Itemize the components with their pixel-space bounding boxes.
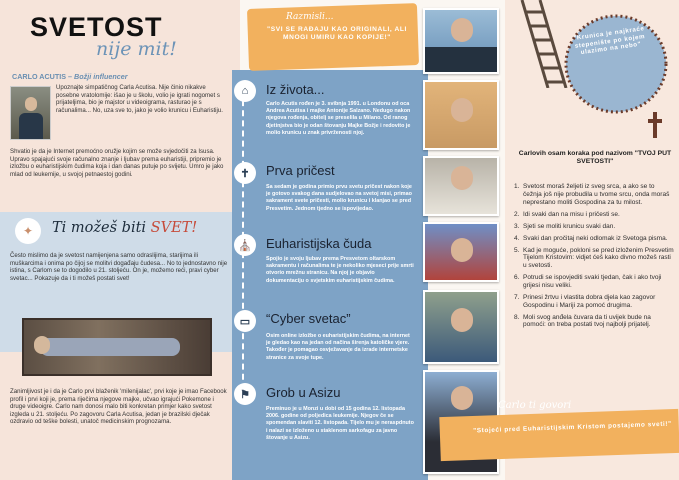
section-title-grob: Grob u Asizu	[266, 385, 341, 400]
section-text-pricest: Sa sedam je godina primio prvu svetu pričest nakon koje je gotovo svakog dana sudjelovao na svetoj misi, primao sakrament svete pričesti, molio krunicu i klanjao se pred Presvetim. Jednom tjedno se ispovijedao.	[266, 184, 412, 212]
laptop-icon: ▭	[234, 310, 256, 332]
list-item: 8. Moli svog anđela čuvara da ti uvijek bude na pomoći: on treba postati tvoj najbolji prijatelj.	[514, 313, 651, 329]
section-title-cyber: “Cyber svetac”	[266, 311, 351, 326]
carlo-portrait-photo	[10, 86, 51, 140]
photo-carlo-child	[423, 80, 499, 150]
steps-title: Carlovih osam koraka pod nazivom "TVOJ PUT SVETOSTI"	[518, 150, 672, 166]
tomb-photo	[22, 318, 212, 376]
photo-carlo-teen	[423, 290, 499, 364]
section-text-grob: Preminuo je u Monzi u dobi od 15 godina 12. listopada 2006. godine od poljedica leukemije. Njegov če se spomendan slaviti 12. listopada. Tijelo mu je neraspdnuto i nalazi se izloženo u staklenom sarkofagu za javno štovanje u Asizu.	[266, 406, 414, 441]
rosary-quote: "Krunica je najkraće stepenište po kojem ulazimo na nebo"	[572, 25, 646, 57]
razmisli-title: Razmisli...	[286, 12, 334, 22]
page-subtitle: nije mit!	[96, 38, 177, 60]
photo-carlo-smiling	[423, 8, 499, 74]
cross-icon	[648, 112, 662, 138]
intro-paragraph: Upoznajte simpatičnog Carla Acutisa. Nije činio nikakve posebne vratolomije: išao je u školu, volio je igrati nogomet s prijateljima, bio je majstor u videoigrama, rasturao je s računalima... No, uza sve to, jako je volio krunicu i Euharistiju.	[56, 84, 223, 114]
section-title-pricest: Prva pričest	[266, 163, 335, 178]
list-item: 2. Idi svaki dan na misu i pričesti se.	[514, 210, 620, 218]
ti-mozes-heading: Ti možeš biti SVET!	[52, 220, 198, 236]
section-text-zivot: Carlo Acutis rođen je 3. svibnja 1991. u Londonu od oca Andrea Acutisa i majke Antonije Salzano. Nedugo nakon njegova rođenja, obitelj se preselila u Milano. Od ranog djetinjstva bio je odan štovanju Majke Božje i redovito je molio krunicu u znak privrženosti njoj.	[266, 101, 411, 136]
photo-carlo-toddler	[423, 222, 499, 282]
section-title-euharistija: Euharistijska čuda	[266, 236, 372, 251]
carlo-says-title: Carlo ti govori	[498, 400, 572, 411]
holiness-paragraph: Često mislimo da je svetost namijenjena samo odraslijima, starijima ili muškarcima i onima po čijoj se molitvi događaju čudesa... No to jednostavno nije istina, s Carlom se to dogodilo u 21. stoljeću. On je, možemo reći, pravi cyber svetac... Pokazuje da i ti možeš postati svet!	[10, 252, 228, 282]
list-item: 5. Kad je moguće, pokloni se pred izloženim Presvetim Tijelom Kristovim: vidjet ćeš kako divno možeš rasti u svetosti.	[514, 246, 674, 270]
carlo-quote: "Stojeći pred Euharistijskim Kristom postajemo sveti!"	[473, 420, 672, 435]
list-item: 3. Sjeti se moliti krunicu svaki dan.	[514, 222, 616, 230]
millennial-paragraph: Zanimljivost je i da je Carlo prvi blaženik 'milenijalac', prvi koje je imao Facebook profil i prvi koji je, prema riječima njegove majke, učvao igrajući Pokemone i druge videoigre. Carlo nam donosi malo biti konkretan primjer kako svetost izgleda u 21. stoljeću. Po zagovoru Carla Acutisa, jedan je brazilski dječak ozdravio od teške bolesti, unatoč medicinskim prognozama.	[10, 388, 227, 426]
candle-icon: ✦	[15, 218, 41, 244]
section-title-zivot: Iz života...	[266, 82, 325, 97]
section-heading: CARLO ACUTIS – Božji influencer	[12, 72, 128, 81]
path-icon: ⚑	[234, 383, 256, 405]
steps-list	[514, 183, 674, 333]
razmisli-quote: "SVI SE RAĐAJU KAO ORIGINALI, ALI MNOGI UMIRU KAO KOPIJE!"	[267, 26, 407, 41]
section-text-euharistija: Spojio je svoju ljubav prema Presvetom oltarskom sakramentu i računalima te je nekoliko mjeseci prije smrti otvorio mrežnu stranicu. Na njoj je objavio dokumentaciju o svjetskim euharistijskim čudima.	[266, 256, 414, 284]
chalice-icon: ✝	[234, 162, 256, 184]
page-title: SVETOST	[30, 12, 163, 42]
church-icon: ⛪	[234, 234, 256, 256]
house-icon: ⌂	[234, 80, 256, 102]
photo-first-communion	[423, 156, 499, 216]
list-item: 1. Svetost moraš željeti iz sveg srca, a ako se to čežnja još nije probudila u tvome srcu, onda moraš neprestano moliti Gospodina za tu milost.	[514, 183, 670, 206]
internet-paragraph: Shvatio je da je Internet premoćno oružje kojim se može svjedočiti za Isusa. Upravo spajajući svoje računalno znanje i ljubav prema euharistiji, pripremio je izložbu o euharistijskim čudima koja i dan danas putuje po svijetu. Umro je jako mlad od leukemije, u svojoj petnaestoj godini.	[10, 148, 224, 178]
list-item: 4. Svaki dan pročitaj neki odlomak iz Svetoga pisma.	[514, 234, 668, 242]
list-item: 7. Prinesi žrtvu i vlastita dobra djela kao zagovor Gospodinu i Mariji za pomoć drugima.	[514, 293, 656, 309]
section-text-cyber: Osim online izložbe o euharistijskim čudima, na internet je gledao kao na jedan od načina širenja katoličke vjere. Također je pomagao osvježavanje da izrade internetske stranice za svoje tupe.	[266, 333, 410, 361]
list-item: 6. Potrudi se ispovjediti svaki tjedan, čak i ako tvoji grijesi nisu veliki.	[514, 274, 662, 289]
